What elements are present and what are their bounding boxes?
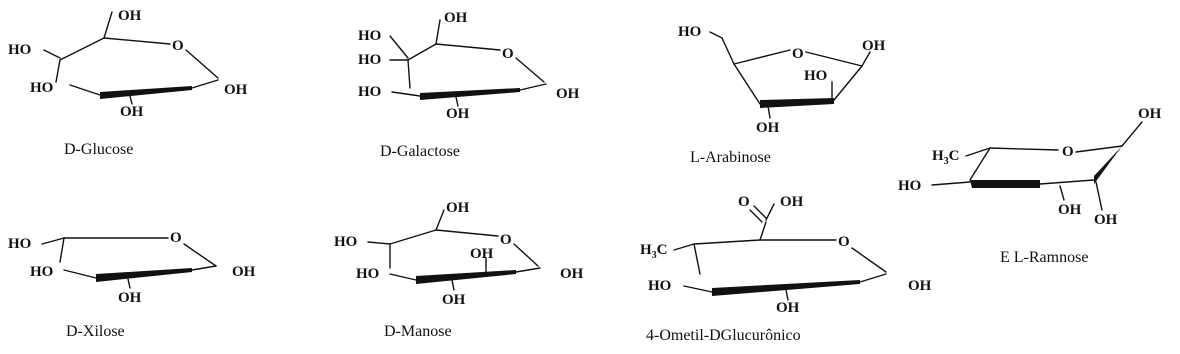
name-e-l-ramnose: E L-Ramnose xyxy=(1000,249,1089,266)
atom-label: HO xyxy=(898,178,922,194)
atom-label: OH xyxy=(232,264,256,280)
name-d-manose: D-Manose xyxy=(384,323,452,340)
atom-label: OH xyxy=(1138,106,1162,122)
atom-label: HO xyxy=(8,236,32,252)
carbonyl-oxygen: O xyxy=(738,194,750,210)
atom-label: OH xyxy=(442,292,466,308)
atom-label: OH xyxy=(120,104,144,120)
atom-label: OH xyxy=(556,86,580,102)
ring-oxygen: O xyxy=(792,46,804,62)
name-d-glucose: D-Glucose xyxy=(64,141,134,158)
atom-label: OH xyxy=(224,82,248,98)
structure-e-l-ramnose xyxy=(898,106,1162,266)
atom-label: HO xyxy=(30,264,54,280)
atom-label: HO xyxy=(8,42,32,58)
ring-oxygen: O xyxy=(172,38,184,54)
methyl-label: $H_3C$ xyxy=(640,242,668,261)
atom-label: OH xyxy=(776,300,800,316)
atom-label: HO xyxy=(358,28,382,44)
ring-oxygen: O xyxy=(1062,144,1074,160)
structure-d-galactose xyxy=(358,10,580,160)
ring-oxygen: O xyxy=(170,230,182,246)
name-l-arabinose: L-Arabinose xyxy=(690,149,771,166)
atom-label: OH xyxy=(470,246,494,262)
methyl-label: $H_3C$ xyxy=(932,148,960,167)
atom-label: OH xyxy=(444,10,468,26)
ring-oxygen: O xyxy=(838,234,850,250)
structure-4-ometil-dglucuronico xyxy=(640,194,932,344)
atom-label: OH xyxy=(446,106,470,122)
atom-label: HO xyxy=(358,84,382,100)
atom-label: HO xyxy=(356,266,380,282)
atom-label: OH xyxy=(560,266,584,282)
ring-oxygen: O xyxy=(502,46,514,62)
atom-label: OH xyxy=(756,120,780,136)
ring-oxygen: O xyxy=(500,232,512,248)
name-d-galactose: D-Galactose xyxy=(380,143,460,160)
atom-label: HO xyxy=(648,278,672,294)
atom-label: OH xyxy=(1058,202,1082,218)
structure-d-glucose xyxy=(8,8,248,158)
atom-label: OH xyxy=(1094,212,1118,228)
structure-l-arabinose xyxy=(678,24,886,166)
atom-label: OH xyxy=(118,8,142,24)
structure-d-xilose xyxy=(8,230,256,340)
atom-label: OH xyxy=(118,290,142,306)
name-4-ometil-dglucuronico: 4-Ometil-DGlucurônico xyxy=(646,327,801,344)
atom-label: HO xyxy=(334,234,358,250)
atom-label: OH xyxy=(446,200,470,216)
atom-label: HO xyxy=(358,52,382,68)
atom-label: OH xyxy=(908,278,932,294)
atom-label: OH xyxy=(862,38,886,54)
atom-label: HO xyxy=(30,80,54,96)
name-d-xilose: D-Xilose xyxy=(66,323,125,340)
atom-label: HO xyxy=(678,24,702,40)
structure-d-manose xyxy=(334,200,584,340)
atom-label: HO xyxy=(804,68,828,84)
atom-label: OH xyxy=(780,194,804,210)
